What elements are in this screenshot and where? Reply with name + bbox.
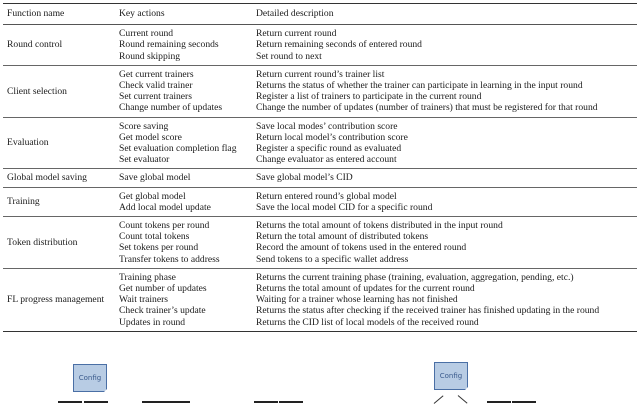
action-description: Returns the current training phase (training, evaluation, aggregation, pending, etc.) xyxy=(256,271,574,283)
action-description: Returns the total amount of updates for the current round xyxy=(256,283,475,295)
action-description: Return entered round’s global model xyxy=(256,190,397,202)
action-description: Return current round xyxy=(256,28,337,40)
action-description: Return local model’s contribution score xyxy=(256,131,408,143)
key-action: Count tokens per round xyxy=(119,220,210,232)
table-row xyxy=(3,169,637,187)
action-description: Change evaluator as entered account xyxy=(256,154,397,166)
description-cell xyxy=(256,65,637,117)
key-action: Current round xyxy=(119,28,174,40)
key-action: Round skipping xyxy=(119,50,181,62)
header-detailed-description: Detailed description xyxy=(256,8,334,19)
function-name-cell: Training xyxy=(7,196,40,208)
key-actions-cell xyxy=(119,187,256,216)
action-description: Save the local model CID for a specific round xyxy=(256,201,433,213)
action-description: Record the amount of tokens used in the entered round xyxy=(256,242,467,254)
key-action: Check valid trainer xyxy=(119,80,193,92)
table-row xyxy=(3,25,637,66)
key-action: Wait trainers xyxy=(119,294,169,306)
function-table-container xyxy=(3,3,637,332)
action-description: Send tokens to a specific wallet address xyxy=(256,253,409,265)
key-action: Get current trainers xyxy=(119,68,194,80)
key-action: Score saving xyxy=(119,120,169,132)
table-body xyxy=(3,25,637,332)
function-name-cell: Token distribution xyxy=(7,236,78,248)
key-action: Transfer tokens to address xyxy=(119,253,220,265)
table-row xyxy=(3,217,637,269)
key-actions-cell xyxy=(119,25,256,66)
header-key-actions: Key actions xyxy=(119,8,165,19)
description-cell xyxy=(256,268,637,331)
config-label: Config xyxy=(439,372,463,380)
key-actions-cell xyxy=(119,268,256,331)
action-description: Set round to next xyxy=(256,50,322,62)
action-description: Change the number of updates (number of trainers) that must be registered for that round xyxy=(256,102,598,114)
key-actions-cell xyxy=(119,65,256,117)
table-row xyxy=(3,187,637,216)
key-action: Set evaluation completion flag xyxy=(119,143,237,155)
key-action: Save global model xyxy=(119,172,191,184)
function-name-cell: Global model saving xyxy=(7,172,87,184)
function-name-cell: FL progress management xyxy=(7,294,105,306)
description-cell xyxy=(256,117,637,169)
action-description: Returns the status of whether the trainer can participate in learning in the input round xyxy=(256,80,583,92)
table-header-row xyxy=(3,4,637,25)
action-description: Return the total amount of distributed tokens xyxy=(256,231,429,243)
action-description: Register a list of trainers to participate in the current round xyxy=(256,91,482,103)
description-cell xyxy=(256,217,637,269)
connector-line xyxy=(458,395,468,403)
key-action: Set tokens per round xyxy=(119,242,199,254)
key-actions-cell xyxy=(119,217,256,269)
key-action: Change number of updates xyxy=(119,102,223,114)
description-cell xyxy=(256,169,637,187)
description-cell xyxy=(256,25,637,66)
key-action: Get global model xyxy=(119,190,186,202)
action-description: Save global model’s CID xyxy=(256,172,353,184)
action-description: Register a specific round as evaluated xyxy=(256,143,402,155)
key-action: Set evaluator xyxy=(119,154,170,166)
key-action: Check trainer’s update xyxy=(119,305,206,317)
function-name-cell: Round control xyxy=(7,39,63,51)
action-description: Return remaining seconds of entered round xyxy=(256,39,422,51)
key-action: Updates in round xyxy=(119,316,186,328)
action-description: Returns the status after checking if the received trainer has finished updating in the round xyxy=(256,305,600,317)
smart-contract-functions-table xyxy=(3,3,637,332)
key-action: Add local model update xyxy=(119,201,211,213)
key-action: Training phase xyxy=(119,271,176,283)
key-action: Set current trainers xyxy=(119,91,192,103)
architecture-figure-fragment xyxy=(0,345,640,403)
action-description: Returns the CID list of local models of the received round xyxy=(256,316,479,328)
action-description: Save local modes’ contribution score xyxy=(256,120,398,132)
header-function-name: Function name xyxy=(7,8,65,19)
function-name-cell: Client selection xyxy=(7,85,67,97)
config-file-icon xyxy=(434,362,468,390)
action-description: Waiting for a trainer whose learning has not finished xyxy=(256,294,458,306)
table-row xyxy=(3,268,637,331)
action-description: Return current round’s trainer list xyxy=(256,68,385,80)
config-file-icon xyxy=(73,364,107,392)
description-cell xyxy=(256,187,637,216)
key-action: Get model score xyxy=(119,131,182,143)
function-name-cell: Evaluation xyxy=(7,137,49,149)
table-row xyxy=(3,117,637,169)
key-action: Count total tokens xyxy=(119,231,190,243)
key-actions-cell xyxy=(119,169,256,187)
key-action: Get number of updates xyxy=(119,283,207,295)
action-description: Returns the total amount of tokens distributed in the input round xyxy=(256,220,503,232)
table-row xyxy=(3,65,637,117)
key-actions-cell xyxy=(119,117,256,169)
key-action: Round remaining seconds xyxy=(119,39,219,51)
config-label: Config xyxy=(78,374,102,382)
